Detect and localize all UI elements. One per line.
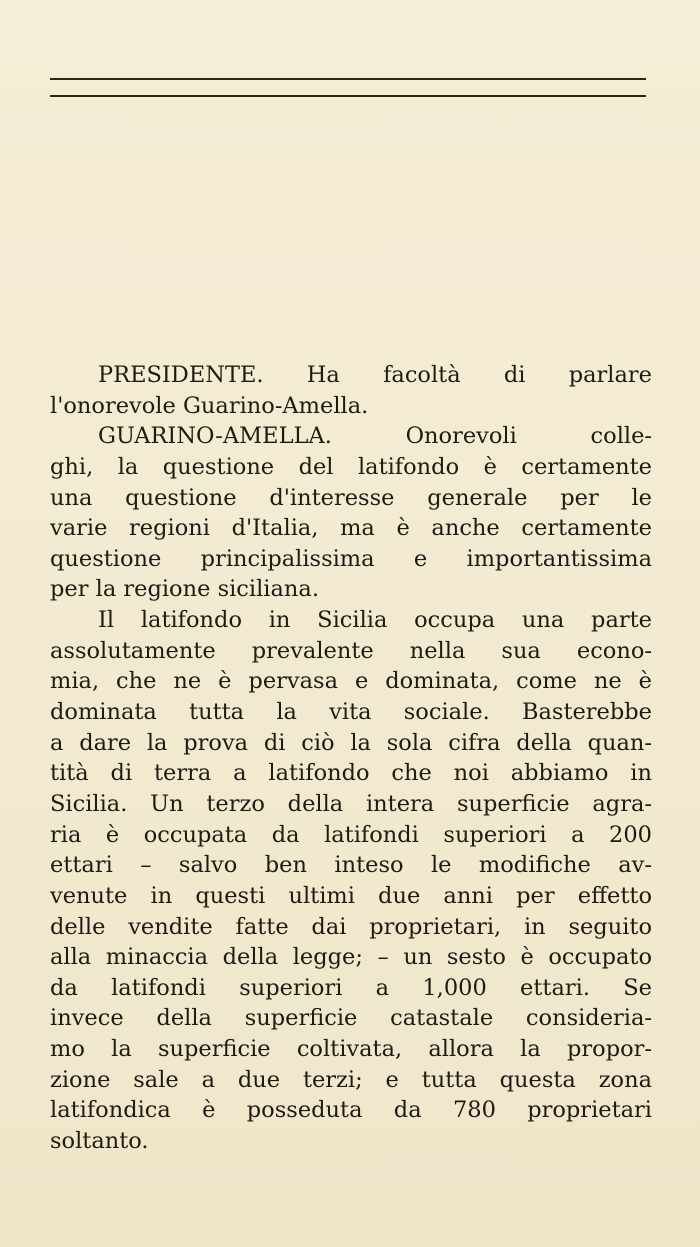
text-line: ria è occupata da latifondi superiori a 200 <box>50 821 652 848</box>
text-line: PRESIDENTE. Ha facoltà di parlare <box>98 362 652 388</box>
text-line: varie regioni d'Italia, ma è anche certamente <box>50 515 652 542</box>
text-line: mo la superficie coltivata, allora la propor- <box>50 1036 652 1063</box>
text-line: delle vendite fatte dai proprietari, in seguito <box>50 913 652 940</box>
text-line: una questione d'interesse generale per le <box>50 484 652 511</box>
text-line: per la regione siciliana. <box>50 576 319 603</box>
text-line: da latifondi superiori a 1,000 ettari. Se <box>50 974 652 1001</box>
header-rule-bottom <box>50 95 646 97</box>
text-line: tità di terra a latifondo che noi abbiamo in <box>50 760 652 787</box>
text-line: dominata tutta la vita sociale. Basterebbe <box>50 699 652 726</box>
header-rule-top <box>50 78 646 80</box>
paragraph-presidente <box>50 360 652 421</box>
body-text <box>50 360 652 1157</box>
text-line: GUARINO-AMELLA. Onorevoli colle- <box>98 423 652 450</box>
text-line: ettari – salvo ben inteso le modifiche av- <box>50 852 652 879</box>
text-line: Sicilia. Un terzo della intera superficie agra- <box>50 790 652 817</box>
text-line: assolutamente prevalente nella sua econo- <box>50 637 652 664</box>
paragraph-guarino-amella-1 <box>50 421 652 605</box>
text-line: questione principalissima e importantissima <box>50 545 652 572</box>
text-line: alla minaccia della legge; – un sesto è occupato <box>50 944 652 971</box>
text-line: mia, che ne è pervasa e dominata, come ne è <box>50 668 652 695</box>
text-line: Il latifondo in Sicilia occupa una parte <box>98 607 652 634</box>
text-line: venute in questi ultimi due anni per effetto <box>50 882 652 909</box>
text-line: zione sale a due terzi; e tutta questa zona <box>50 1066 652 1093</box>
text-line: a dare la prova di ciò la sola cifra della quan- <box>50 729 652 756</box>
text-line: invece della superficie catastale consideria- <box>50 1005 652 1032</box>
text-line: soltanto. <box>50 1128 149 1155</box>
text-line: ghi, la questione del latifondo è certamente <box>50 453 652 480</box>
paragraph-guarino-amella-2 <box>50 605 652 1157</box>
text-line: l'onorevole Guarino-Amella. <box>50 392 369 419</box>
text-line: latifondica è posseduta da 780 proprietari <box>50 1097 652 1124</box>
